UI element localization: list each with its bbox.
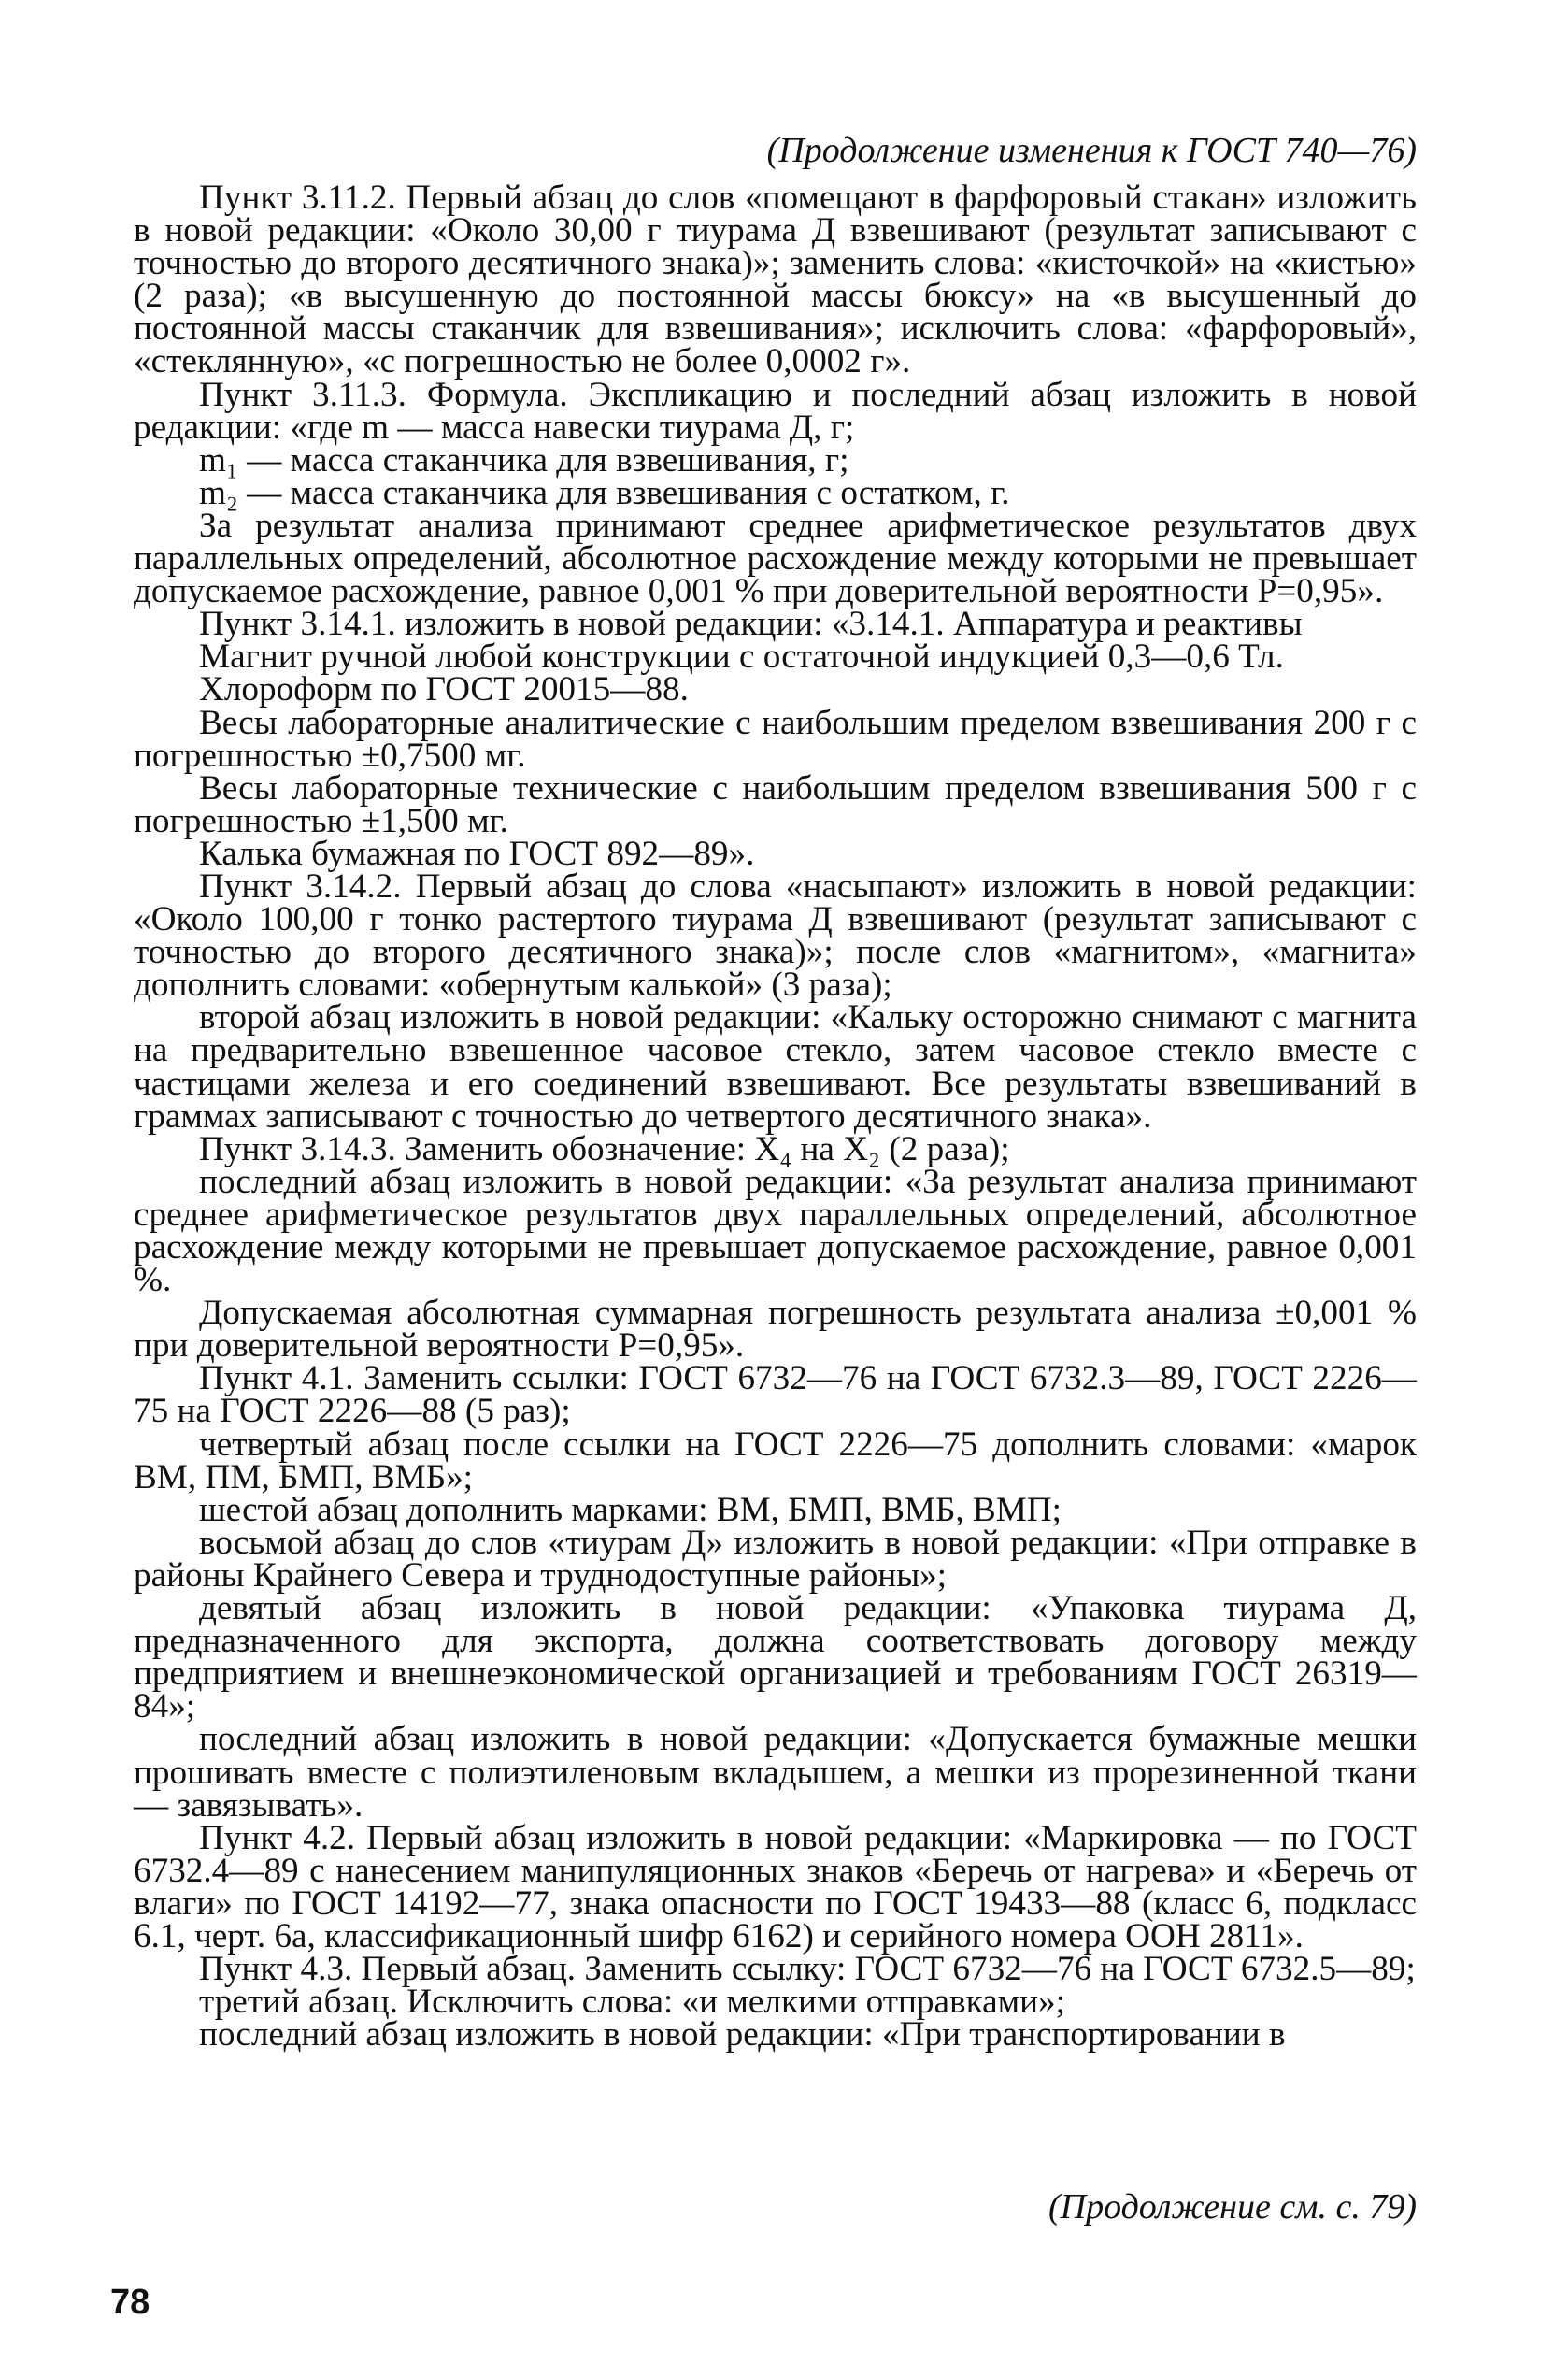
paragraph: Пункт 3.11.3. Формула. Экспликацию и последний абзац изложить в новой редакции: «где m — масса навески тиурама Д, г; [134,375,1417,447]
paragraph: m₁ — масса стаканчика для взвешивания, г; [199,440,849,480]
paragraph: Пункт 3.14.1. изложить в новой редакции: «3.14.1. Аппаратура и реактивы [199,605,1303,644]
paragraph: Магнит ручной любой конструкции с остаточной индукцией 0,3—0,6 Тл. [199,637,1284,677]
paragraph: четвертый абзац после ссылки на ГОСТ 2226—75 дополнить словами: «марок ВМ, ПМ, БМП, ВМБ»; [134,1425,1417,1497]
paragraph: восьмой абзац до слов «тиурам Д» изложить в новой редакции: «При отправке в районы Крайнего Севера и труднодоступные районы»; [134,1523,1417,1595]
paragraph: шестой абзац дополнить марками: ВМ, БМП, ВМБ, ВМП; [199,1490,1062,1529]
paragraph: последний абзац изложить в новой редакции: «При транспортировании в [199,2015,1286,2055]
paragraph: Пункт 4.1. Заменить ссылки: ГОСТ 6732—76 на ГОСТ 6732.3—89, ГОСТ 2226—75 на ГОСТ 2226—88 (5 раз); [134,1359,1417,1431]
paragraph: третий абзац. Исключить слова: «и мелкими отправками»; [199,1983,1065,2022]
paragraph: Весы лабораторные технические с наибольшим пределом взвешивания 500 г с погрешностью ±1,500 мг. [134,768,1417,840]
page-number: 78 [110,2283,150,2322]
paragraph: Пункт 4.3. Первый абзац. Заменить ссылку: ГОСТ 6732—76 на ГОСТ 6732.5—89; [199,1950,1416,1989]
paragraph: второй абзац изложить в новой редакции: «Кальку осторожно снимают с магнита на предварительно взвешенное часовое стекло, затем часовое стекло вместе с частицами железа и его соединений взвешивают. Все результаты взвешиваний в граммах записывают с точностью до четвертого десятичного знака». [134,998,1417,1136]
paragraph: За результат анализа принимают среднее арифметическое результатов двух параллельных определений, абсолютное расхождение между которыми не превышает допускаемое расхождение, равное 0,001 % при доверительной вероятности P=0,95». [134,506,1417,611]
paragraph: Пункт 3.14.3. Заменить обозначение: X₄ на X₂ (2 раза); [199,1129,1010,1168]
paragraph: девятый абзац изложить в новой редакции: «Упаковка тиурама Д, предназначенного для экспорта, должна соответствовать договору между предприятием и внешнеэкономической организацией и требованиям ГОСТ 26319—84»; [134,1589,1417,1726]
paragraph: Весы лабораторные аналитические с наибольшим пределом взвешивания 200 г с погрешностью ±0,7500 мг. [134,703,1417,775]
paragraph: m₂ — масса стаканчика для взвешивания с остатком, г. [199,473,1010,512]
paragraph: Пункт 3.14.2. Первый абзац до слова «насыпают» изложить в новой редакции: «Около 100,00 г тонко растертого тиурама Д взвешивают (результат записывают с точностью до второго десятичного знака)»; после слов «магнитом», «магнита» дополнить словами: «обернутым калькой» (3 раза); [134,866,1417,1005]
body-text [134,179,1417,2055]
paragraph: Пункт 3.11.2. Первый абзац до слов «помещают в фарфоровый стакан» изложить в новой редакции: «Около 30,00 г тиурама Д взвешивают (результат записывают с точностью до второго десятичного знака)»; заменить слова: «кисточкой» на «кистью» (2 раза); «в высушенную до постоянной массы бюксу» на «в высушенный до постоянной массы стаканчик для взвешивания»; исключить слова: «фарфоровый», «стеклянную», «с погрешностью не более 0,0002 г». [134,179,1417,381]
continuation-note: (Продолжение см. с. 79) [1048,2187,1417,2227]
paragraph: Калька бумажная по ГОСТ 892—89». [199,834,755,873]
paragraph: последний абзац изложить в новой редакции: «За результат анализа принимают среднее арифметическое результатов двух параллельных определений, абсолютное расхождение между которыми не превышает допускаемое расхождение, равное 0,001 %. [134,1162,1417,1300]
paragraph: Хлороформ по ГОСТ 20015—88. [199,670,689,709]
paragraph: Пункт 4.2. Первый абзац изложить в новой редакции: «Маркировка — по ГОСТ 6732.4—89 с нанесением манипуляционных знаков «Беречь от нагрева» и «Беречь от влаги» по ГОСТ 14192—77, знака опасности по ГОСТ 19433—88 (класс 6, подкласс 6.1, черт. 6а, классификационный шифр 6162) и серийного номера ООН 2811». [134,1818,1417,1955]
paragraph: Допускаемая абсолютная суммарная погрешность результата анализа ±0,001 % при доверительной вероятности P=0,95». [134,1294,1417,1366]
running-header: (Продолжение изменения к ГОСТ 740—76) [766,131,1417,170]
paragraph: последний абзац изложить в новой редакции: «Допускается бумажные мешки прошивать вместе с полиэтиленовым вкладышем, а мешки из прорезиненной ткани — завязывать». [134,1720,1417,1825]
